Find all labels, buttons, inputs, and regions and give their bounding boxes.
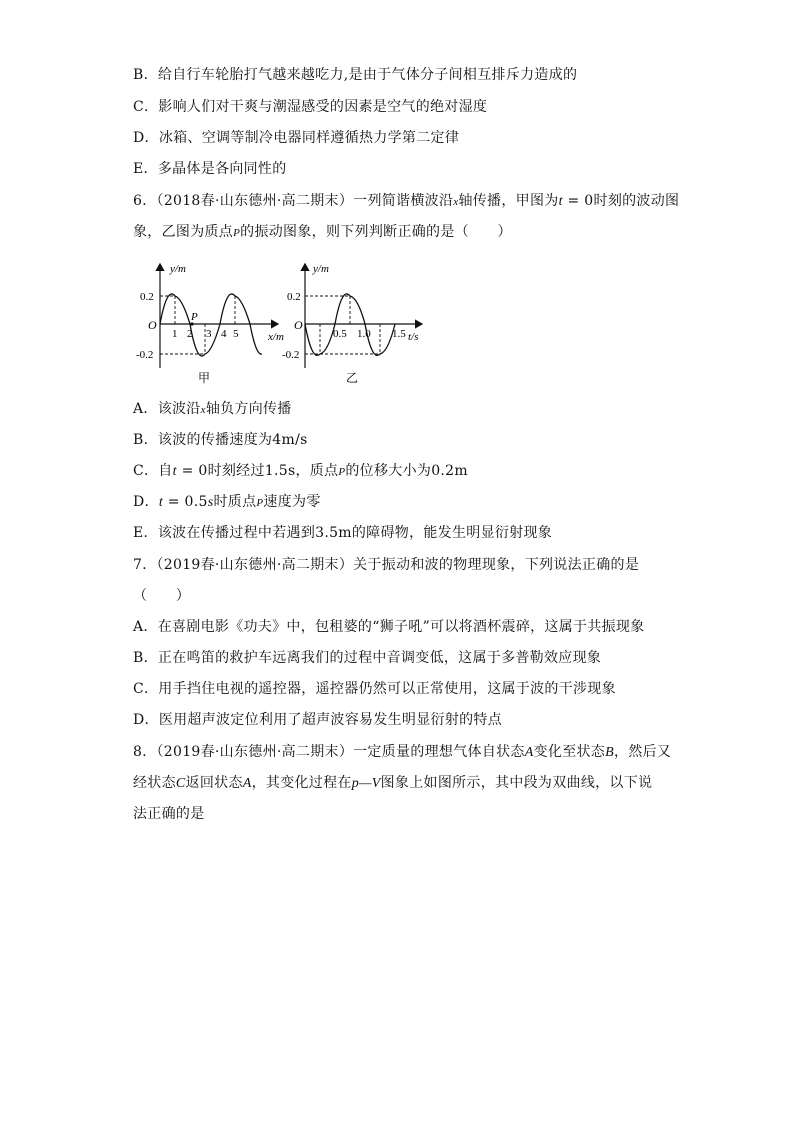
x-axis-label: x/m bbox=[268, 331, 284, 343]
q7-option-b: B．正在鸣笛的救护车远离我们的过程中音调变低，这属于多普勒效应现象 bbox=[133, 650, 602, 666]
q6-option-text: = 0 bbox=[176, 463, 208, 479]
y-tick-neg: -0.2 bbox=[282, 349, 300, 361]
q8-stem-line1 bbox=[133, 740, 671, 764]
var-b: B bbox=[605, 745, 614, 760]
y-axis-label: y/m bbox=[313, 263, 329, 275]
vibration-graph-yi bbox=[282, 263, 422, 385]
x-tick: 2 bbox=[187, 328, 193, 340]
x-tick: 1 bbox=[172, 328, 178, 340]
var-t: t bbox=[172, 464, 177, 479]
y-axis-label: y/m bbox=[170, 263, 186, 275]
q7-stem-line2: （ ） bbox=[133, 588, 191, 604]
q6-option-text: ，质点 bbox=[295, 463, 339, 479]
y-tick-pos: 0.2 bbox=[287, 291, 301, 303]
q6-option-text: D． bbox=[133, 494, 159, 510]
var-a: A bbox=[524, 745, 534, 760]
q5-option-b: B．给自行车轮胎打气越来越吃力,是由于气体分子间相互排斥力造成的 bbox=[133, 67, 578, 83]
q6-option-text: 3.5m bbox=[315, 525, 352, 541]
q7-option-d: D．医用超声波定位利用了超声波容易发生明显衍射的特点 bbox=[133, 712, 503, 728]
q6-option-c bbox=[133, 459, 468, 483]
q6-option-text: 0.2m bbox=[431, 463, 468, 479]
x-tick: 3 bbox=[206, 328, 212, 340]
origin-label: O bbox=[294, 318, 303, 332]
point-p-label: P bbox=[191, 311, 198, 323]
q6-option-text: C．自 bbox=[133, 463, 173, 479]
q5-option-c: C．影响人们对干爽与潮湿感受的因素是空气的绝对湿度 bbox=[133, 99, 488, 115]
q6-option-e bbox=[133, 521, 552, 545]
x-tick: 4 bbox=[221, 328, 227, 340]
q6-option-text: = 0.5 bbox=[163, 494, 208, 510]
q6-source: （2018春·山东德州·高二期末） bbox=[156, 193, 354, 209]
q6-option-text: 的障碍物，能发生明显衍射现象 bbox=[351, 525, 553, 541]
q6-option-text: 时质点 bbox=[213, 494, 257, 510]
q6-option-text: A．该波沿 bbox=[133, 401, 201, 417]
q6-stem-text: 一列简谐横波沿 bbox=[353, 193, 454, 209]
q8-stem-text: 图象上如图所示，其中段为双曲线，以下说 bbox=[380, 775, 653, 791]
graph-caption-yi: 乙 bbox=[346, 371, 359, 385]
var-t: t bbox=[558, 194, 563, 209]
t-tick: 0.5 bbox=[333, 328, 347, 340]
q6-stem-text: 时刻的波动图 bbox=[593, 193, 680, 209]
q8-stem-text: 经状态 bbox=[133, 775, 176, 791]
q6-option-text: E．该波在传播过程中若遇到 bbox=[133, 525, 316, 541]
q6-option-text: 1.5s bbox=[264, 463, 296, 479]
wave-graph-jia bbox=[136, 263, 284, 385]
t-tick: 1.0 bbox=[357, 328, 371, 340]
q8-stem-text: 8．（2019春·山东德州·高二期末）一定质量的理想气体自状态 bbox=[133, 744, 525, 760]
q6-stem-text: 象，乙图为质点 bbox=[133, 224, 234, 240]
t-axis-label: t/s bbox=[408, 331, 419, 343]
var-pv: p—V bbox=[351, 776, 381, 791]
q6-stem-line1 bbox=[133, 189, 679, 213]
q6-option-b: B．该波的传播速度为4m/s bbox=[133, 432, 308, 448]
q8-stem-text: ，然后又 bbox=[613, 744, 672, 760]
y-tick-neg: -0.2 bbox=[136, 349, 154, 361]
q6-option-a bbox=[133, 397, 292, 421]
q6-option-d bbox=[133, 490, 321, 514]
q7-option-a: A．在喜剧电影《功夫》中，包租婆的“狮子吼”可以将酒杯震碎，这属于共振现象 bbox=[133, 619, 645, 635]
q6-stem-text: 的振动图象，则下列判断正确的是（ ） bbox=[240, 224, 512, 240]
var-p: P bbox=[233, 227, 241, 239]
q8-stem-line2 bbox=[133, 771, 652, 795]
var-a: A bbox=[242, 776, 252, 791]
q8-stem-text: 返回状态 bbox=[185, 775, 243, 791]
var-x: x bbox=[453, 196, 459, 208]
q6-stem-text: = 0 bbox=[562, 193, 594, 209]
y-tick-pos: 0.2 bbox=[140, 291, 154, 303]
var-c: C bbox=[175, 776, 186, 791]
q7-option-c: C．用手挡住电视的遥控器，遥控器仍然可以正常使用，这属于波的干涉现象 bbox=[133, 681, 616, 697]
q8-stem-text: ，其变化过程在 bbox=[251, 775, 352, 791]
unit-s: s bbox=[207, 495, 214, 510]
t-tick: 1.5 bbox=[392, 328, 406, 340]
origin-label: O bbox=[148, 318, 157, 332]
q6-option-text: 轴负方向传播 bbox=[205, 401, 292, 417]
q6-stem-text: 轴传播，甲图为 bbox=[458, 193, 559, 209]
q5-option-e: E．多晶体是各向同性的 bbox=[133, 161, 287, 177]
q8-stem-text: 变化至状态 bbox=[533, 744, 606, 760]
x-tick: 5 bbox=[233, 328, 239, 340]
q6-figure bbox=[130, 258, 430, 388]
graph-caption-jia: 甲 bbox=[198, 371, 211, 385]
var-p: P bbox=[256, 497, 264, 509]
var-x: x bbox=[200, 404, 206, 416]
q6-option-text: 的位移大小为 bbox=[345, 463, 432, 479]
var-t: t bbox=[158, 495, 164, 510]
q5-option-d: D．冰箱、空调等制冷电器同样遵循热力学第二定律 bbox=[133, 130, 460, 146]
q6-option-text: 速度为零 bbox=[263, 494, 321, 510]
q6-stem-line2 bbox=[133, 220, 512, 244]
q8-stem-line3: 法正确的是 bbox=[133, 806, 205, 822]
q6-number: 6． bbox=[133, 193, 157, 209]
q7-stem-line1: 7．（2019春·山东德州·高二期末）关于振动和波的物理现象，下列说法正确的是 bbox=[133, 557, 640, 573]
q6-option-text: 时刻经过 bbox=[207, 463, 265, 479]
var-p: P bbox=[338, 466, 346, 478]
